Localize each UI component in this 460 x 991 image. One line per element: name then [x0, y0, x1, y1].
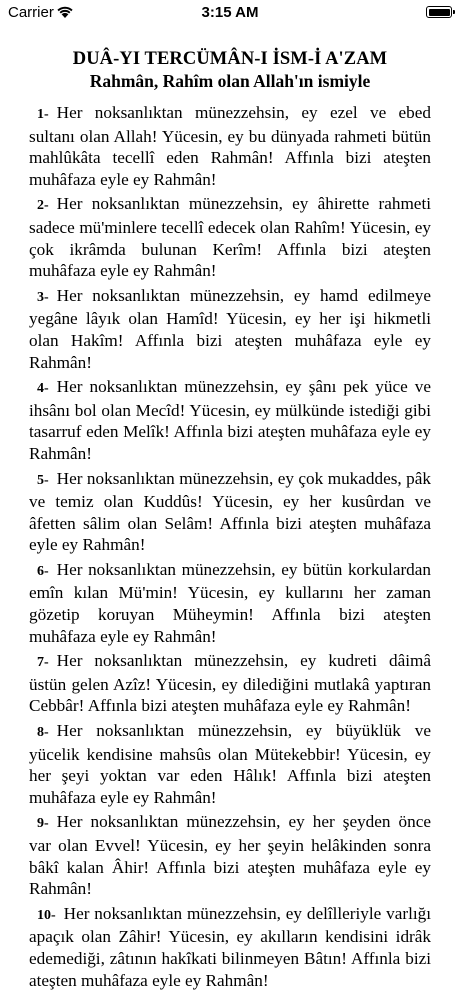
paragraph	[29, 193, 431, 281]
paragraph	[29, 376, 431, 464]
page-title: DUÂ-YI TERCÜMÂN-I İSM-İ A'ZAM	[72, 49, 388, 69]
paragraph-number: 4-	[37, 381, 49, 397]
paragraph-number: 5-	[37, 472, 49, 488]
page-subtitle: Rahmân, Rahîm olan Allah'ın ismiyle	[89, 71, 371, 91]
paragraph-text: Her noksanlıktan münezzehsin, ey âhirette rahmeti sadece mü'minlere tecellî edecek olan Rahîm! Yücesin, ey çok ikrâmda bulunan Kerîm! Affınla bizi ateşten muhâfaza eyle ey Rahmân!	[29, 194, 431, 281]
paragraph-text: Her noksanlıktan münezzehsin, ey kudreti dâimâ üstün gelen Azîz! Yücesin, ey dilediğini mutlakâ yaptıran Cebbâr! Affınla bizi ateşten muhâfaza eyle ey Rahmân!	[29, 651, 431, 716]
paragraph	[29, 468, 431, 556]
battery-icon	[426, 6, 452, 18]
paragraph-number: 3-	[37, 289, 49, 305]
paragraph-number: 9-	[37, 816, 49, 832]
status-bar	[0, 0, 460, 26]
paragraph	[29, 650, 431, 717]
paragraph-number: 6-	[37, 563, 49, 579]
paragraph-text: Her noksanlıktan münezzehsin, ey delîlleriyle varlığı apaçık olan Zâhir! Yücesin, ey akılların kendisini idrâk edemediği, zâtının hakîkati bilinmeyen Bâtın! Affınla bizi ateşten muhâfaza eyle ey Rahmân!	[29, 903, 431, 990]
paragraph-text: Her noksanlıktan münezzehsin, ey her şeyden önce var olan Evvel! Yücesin, ey her şeyin helâkinden sonra bâkî kalan Âhir! Affınla bizi ateşten muhâfaza eyle ey Rahmân!	[29, 812, 431, 899]
paragraph	[29, 102, 431, 190]
paragraph	[29, 285, 431, 373]
paragraph-text: Her noksanlıktan münezzehsin, ey bütün korkulardan emîn kılan Mü'min! Yücesin, ey kullarını her zaman gözetip koruyan Müheymin! Affınla bizi ateşten muhâfaza eyle ey Rahmân!	[29, 559, 431, 646]
paragraph-text: Her noksanlıktan münezzehsin, ey çok mukaddes, pâk ve temiz olan Kuddûs! Yücesin, ey her kusûrdan ve âfetten sâlim olan Selâm! Affınla bizi ateşten muhâfaza eyle ey Rahmân!	[29, 468, 431, 555]
paragraph-text: Her noksanlıktan münezzehsin, ey şânı pek yüce ve ihsânı bol olan Mecîd! Yücesin, ey mülkünde istediği gibi tasarruf eden Melîk! Affınla bizi ateşten muhâfaza eyle ey Rahmân!	[29, 377, 431, 463]
paragraph-number: 8-	[37, 725, 49, 741]
paragraph	[29, 559, 431, 647]
carrier-label: Carrier	[8, 4, 54, 21]
paragraph-text: Her noksanlıktan münezzehsin, ey büyüklük ve yücelik kendisine mahsûs olan Mütekebbir! Yücesin, ey her şeyi yoktan var eden Hâlık! Affınla bizi ateşten muhâfaza eyle ey Rahmân!	[29, 721, 431, 807]
paragraph-number: 2-	[37, 198, 49, 214]
paragraph	[29, 903, 431, 991]
paragraph-number: 10-	[37, 907, 56, 923]
paragraph-text: Her noksanlıktan münezzehsin, ey hamd edilmeye yegâne lâyık olan Hamîd! Yücesin, ey her işi hikmetli olan Hakîm! Affınla bizi ateşten muhâfaza eyle ey Rahmân!	[29, 285, 431, 372]
paragraph-number: 1-	[37, 107, 49, 122]
document	[0, 26, 460, 991]
paragraph	[29, 720, 431, 808]
paragraph	[29, 811, 431, 899]
paragraph-text: Her noksanlıktan münezzehsin, ey ezel ve ebed sultanı olan Allah! Yücesin, ey bu dünyada rahmeti bütün mahlûkâta tecellî eden Rahmân! Affınla bizi ateşten muhâfaza eyle ey Rahmân!	[29, 103, 431, 189]
clock: 3:15 AM	[201, 4, 259, 21]
paragraph-number: 7-	[37, 655, 49, 671]
